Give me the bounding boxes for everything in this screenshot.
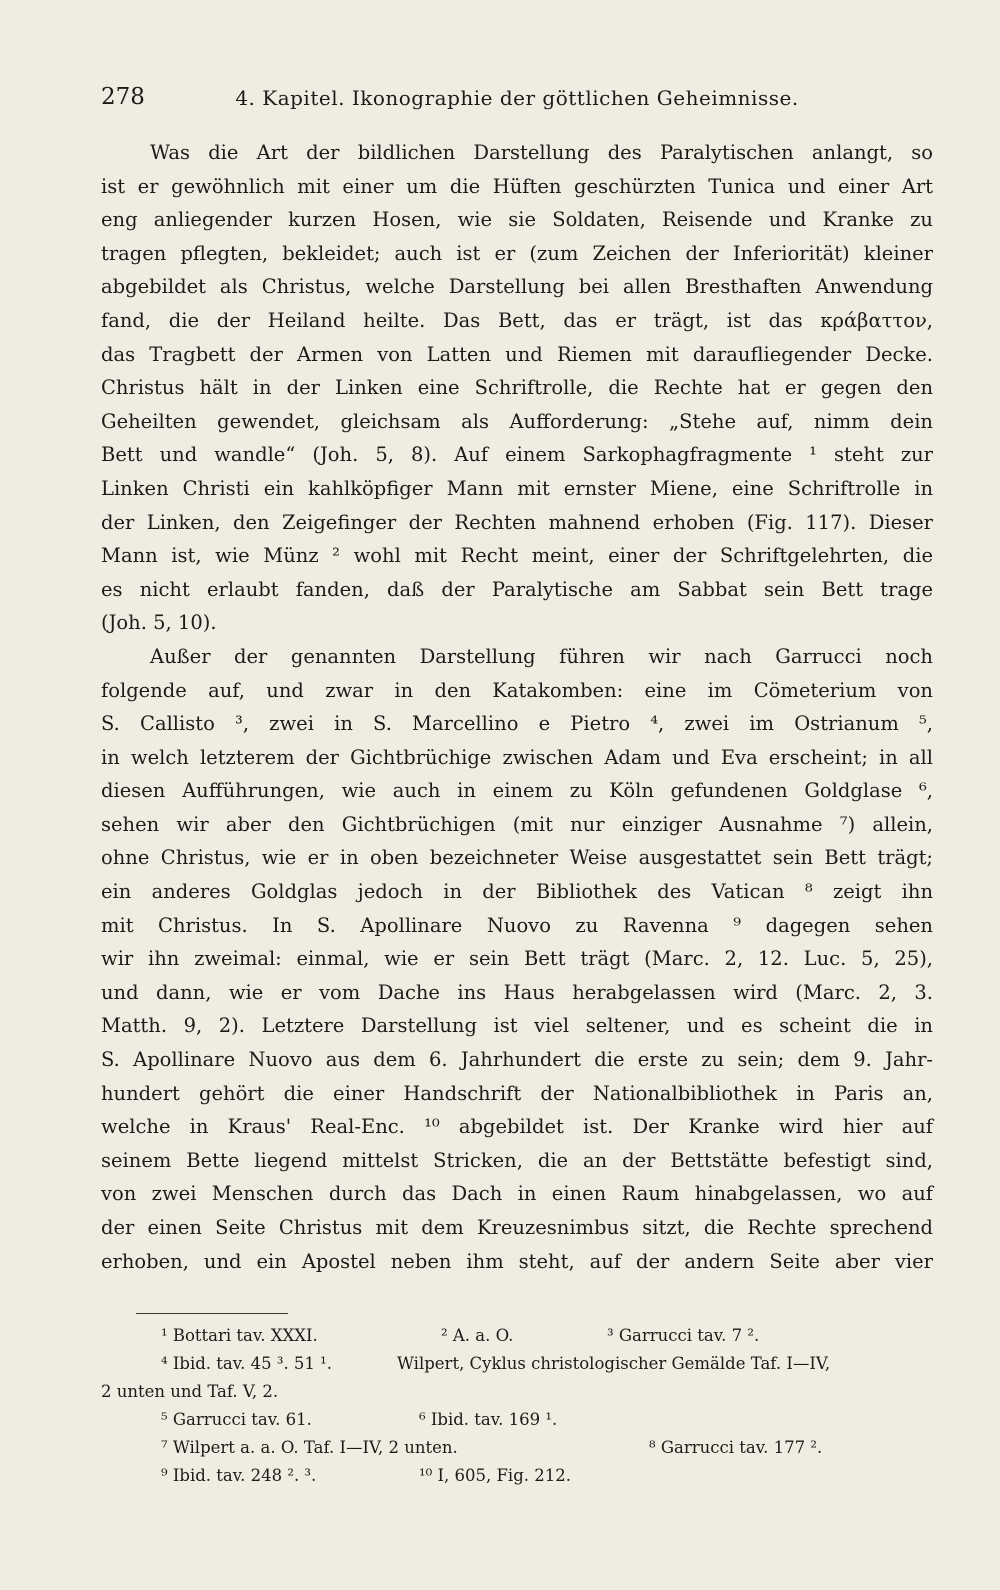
text-line: ist er gewöhnlich mit einer um die Hüften geschürzten Tunica und einer Art [101,174,933,198]
text-line: Mann ist, wie Münz ² wohl mit Recht meint, einer der Schriftgelehrten, die [101,544,933,568]
footnote-4-continued: Wilpert, Cyklus christologischer Gemälde Taf. I—IV, [397,1354,831,1373]
text-line: diesen Aufführungen, wie auch in einem zu Köln gefundenen Goldglase ⁶, [101,779,933,803]
footnote-row [101,1462,933,1490]
main-text [101,136,933,1278]
footnote-2: ² A. a. O. [441,1326,514,1345]
footnote-6: ⁶ Ibid. tav. 169 ¹. [419,1410,558,1429]
text-line: in welch letzterem der Gichtbrüchige zwischen Adam und Eva erscheint; in all [101,745,933,769]
page-number: 278 [101,84,145,110]
footnote-row [101,1378,933,1406]
text-line: folgende auf, und zwar in den Katakomben: eine im Cömeterium von [101,678,933,702]
text-line: fand, die der Heiland heilte. Das Bett, das er trägt, ist das κράβαττον, [101,308,933,332]
text-line: sehen wir aber den Gichtbrüchigen (mit nur einziger Ausnahme ⁷) allein, [101,812,933,836]
text-line: Matth. 9, 2). Letztere Darstellung ist viel seltener, und es scheint die in [101,1014,933,1038]
text-line: Bett und wandle“ (Joh. 5, 8). Auf einem Sarkophagfragmente ¹ steht zur [101,443,933,467]
running-head: 4. Kapitel. Ikonographie der göttlichen Geheimnisse. [235,86,799,110]
footnote-7: ⁷ Wilpert a. a. O. Taf. I—IV, 2 unten. [161,1438,458,1457]
footnote-row [101,1406,933,1434]
footnote-separator [136,1313,288,1314]
text-line: von zwei Menschen durch das Dach in einen Raum hinabgelassen, wo auf [101,1182,933,1206]
footnote-10: ¹⁰ I, 605, Fig. 212. [419,1466,571,1485]
text-line: wir ihn zweimal: einmal, wie er sein Bett trägt (Marc. 2, 12. Luc. 5, 25), [101,947,933,971]
footnotes [101,1322,933,1490]
text-line: S. Apollinare Nuovo aus dem 6. Jahrhundert die erste zu sein; dem 9. Jahr- [101,1048,933,1072]
text-line: hundert gehört die einer Handschrift der Nationalbibliothek in Paris an, [101,1081,933,1105]
text-line: Christus hält in der Linken eine Schriftrolle, die Rechte hat er gegen den [101,376,933,400]
text-line: Außer der genannten Darstellung führen wir nach Garrucci noch [150,644,933,668]
text-line: eng anliegender kurzen Hosen, wie sie Soldaten, Reisende und Kranke zu [101,208,933,232]
text-line: das Tragbett der Armen von Latten und Riemen mit daraufliegender Decke. [101,342,933,366]
text-line: abgebildet als Christus, welche Darstellung bei allen Bresthaften Anwendung [101,275,933,299]
footnote-row [101,1322,933,1350]
text-line: welche in Kraus' Real-Enc. ¹⁰ abgebildet ist. Der Kranke wird hier auf [101,1115,933,1139]
text-line: seinem Bette liegend mittelst Stricken, die an der Bettstätte befestigt sind, [101,1148,933,1172]
footnote-row [101,1350,933,1378]
text-line: der einen Seite Christus mit dem Kreuzesnimbus sitzt, die Rechte sprechend [101,1216,933,1239]
text-line: (Joh. 5, 10). [101,611,217,635]
text-line: und dann, wie er vom Dache ins Haus herabgelassen wird (Marc. 2, 3. [101,980,933,1004]
footnote-9: ⁹ Ibid. tav. 248 ². ³. [161,1466,317,1485]
text-line: S. Callisto ³, zwei in S. Marcellino e Pietro ⁴, zwei im Ostrianum ⁵, [101,712,933,736]
text-line: der Linken, den Zeigefinger der Rechten mahnend erhoben (Fig. 117). Dieser [101,510,933,534]
footnote-5: ⁵ Garrucci tav. 61. [161,1410,312,1429]
footnote-1: ¹ Bottari tav. XXXI. [161,1326,318,1345]
text-line: erhoben, und ein Apostel neben ihm steht, auf der andern Seite aber vier [101,1249,933,1273]
footnote-4: ⁴ Ibid. tav. 45 ³. 51 ¹. [161,1354,333,1373]
footnote-8: ⁸ Garrucci tav. 177 ². [649,1438,823,1457]
text-line: ein anderes Goldglas jedoch in der Bibliothek des Vatican ⁸ zeigt ihn [101,880,933,904]
text-line: Was die Art der bildlichen Darstellung des Paralytischen anlangt, so [150,141,933,164]
page-header [101,84,933,124]
footnote-4-wrap: 2 unten und Taf. V, 2. [101,1382,279,1401]
text-line: es nicht erlaubt fanden, daß der Paralytische am Sabbat sein Bett trage [101,577,933,601]
text-line: mit Christus. In S. Apollinare Nuovo zu Ravenna ⁹ dagegen sehen [101,913,933,937]
footnote-3: ³ Garrucci tav. 7 ². [607,1326,760,1345]
text-line: Linken Christi ein kahlköpfiger Mann mit ernster Miene, eine Schriftrolle in [101,476,933,500]
text-line: tragen pflegten, bekleidet; auch ist er (zum Zeichen der Inferiorität) kleiner [101,241,933,265]
footnote-row [101,1434,933,1462]
text-line: ohne Christus, wie er in oben bezeichneter Weise ausgestattet sein Bett trägt; [101,846,933,870]
text-line: Geheilten gewendet, gleichsam als Aufforderung: „Stehe auf, nimm dein [101,409,933,433]
